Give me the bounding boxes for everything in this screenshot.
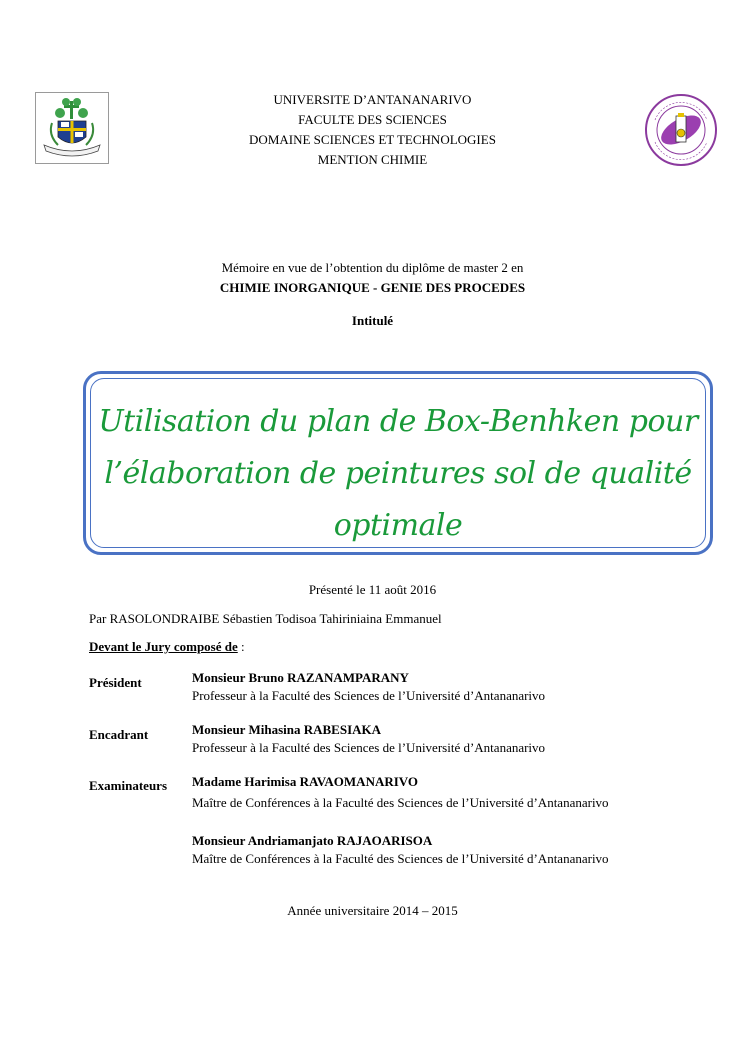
encadrant-title: Professeur à la Faculté des Sciences de l’Université d’Antananarivo <box>192 740 546 755</box>
encadrant-role: Encadrant <box>89 727 149 742</box>
academic-year: Année universitaire 2014 – 2015 <box>287 903 458 918</box>
title-frame <box>83 371 713 555</box>
examinateur2-name: Monsieur Andriamanjato RAJAOARISOA <box>192 833 433 848</box>
university-name: UNIVERSITE D’ANTANANARIVO <box>273 92 472 107</box>
examinateur1-name: Madame Harimisa RAVAOMANARIVO <box>192 774 419 789</box>
president-role: Président <box>89 675 142 690</box>
author-line: Par RASOLONDRAIBE Sébastien Todisoa Tahiriniaina Emmanuel <box>89 611 442 626</box>
jury-heading <box>89 638 245 656</box>
president-name: Monsieur Bruno RAZANAMPARANY <box>192 670 409 685</box>
mention-name: MENTION CHIMIE <box>317 152 428 167</box>
intitule-label: Intitulé <box>351 313 394 328</box>
examinateur1-title: Maître de Conférences à la Faculté des Sciences de l’Université d’Antananarivo <box>192 795 609 810</box>
thesis-title-line2: l’élaboration de peintures sol de qualité optimale <box>104 456 692 543</box>
examinateur2-title: Maître de Conférences à la Faculté des Sciences de l’Université d’Antananarivo <box>192 851 609 866</box>
presentation-date: Présenté le 11 août 2016 <box>308 582 437 597</box>
president-title: Professeur à la Faculté des Sciences de l’Université d’Antananarivo <box>192 688 546 703</box>
jury-heading-label: Devant le Jury composé de <box>89 639 238 654</box>
encadrant-name: Monsieur Mihasina RABESIAKA <box>192 722 382 737</box>
university-header <box>0 90 745 170</box>
faculty-name: FACULTE DES SCIENCES <box>298 112 447 127</box>
examinateurs-role: Examinateurs <box>89 778 167 793</box>
thesis-title <box>86 396 710 552</box>
thesis-title-line1: Utilisation du plan de Box-Benhken pour <box>98 404 698 439</box>
jury-heading-suffix: : <box>237 639 245 654</box>
domain-name: DOMAINE SCIENCES ET TECHNOLOGIES <box>249 132 496 147</box>
memoire-field: CHIMIE INORGANIQUE - GENIE DES PROCEDES <box>219 280 526 295</box>
memoire-description <box>0 258 745 298</box>
memoire-line1: Mémoire en vue de l’obtention du diplôme de master 2 en <box>221 260 524 275</box>
